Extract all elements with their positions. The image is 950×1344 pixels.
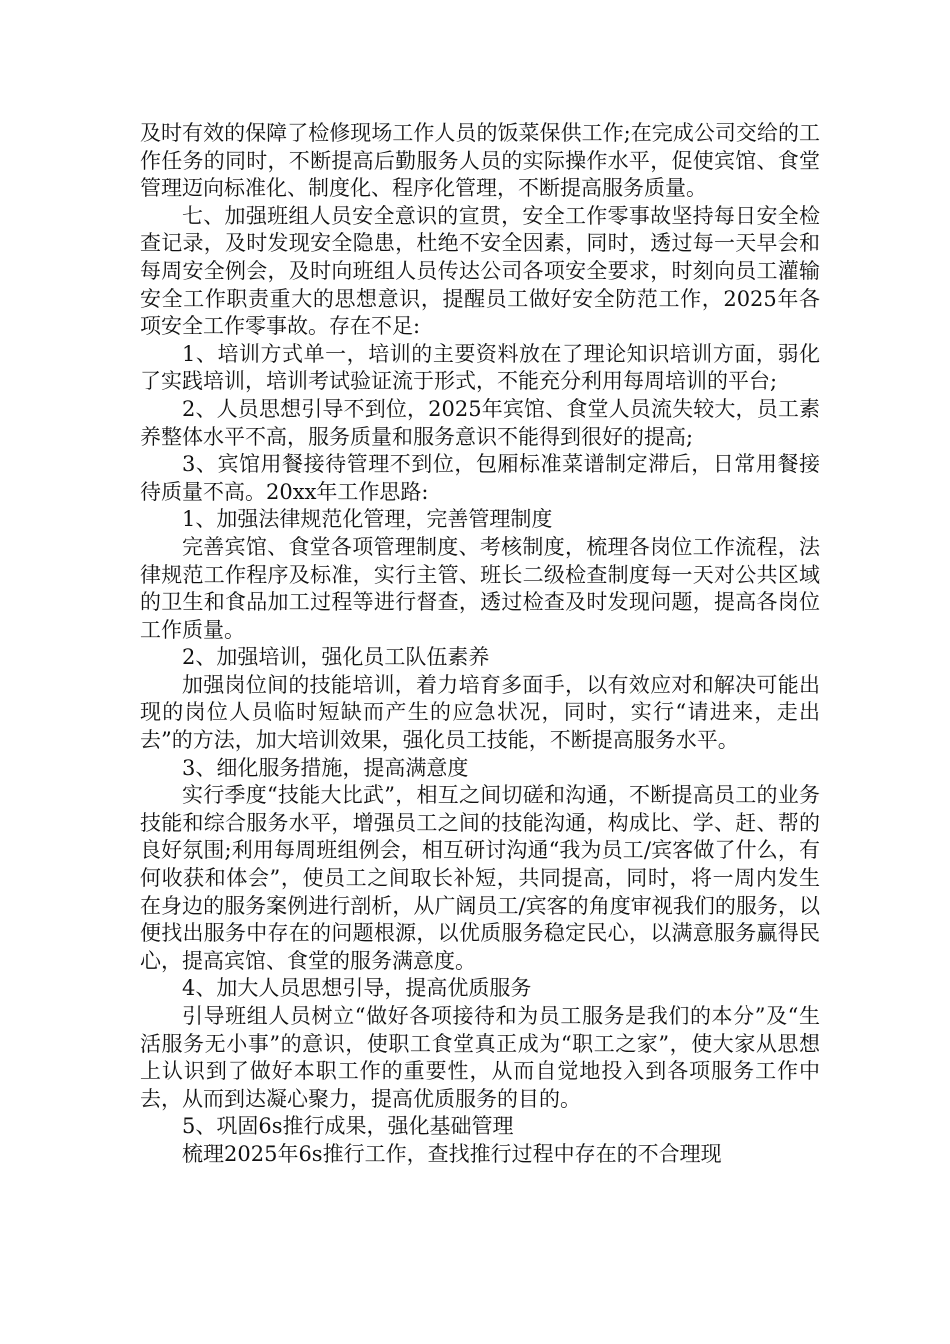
paragraph: 完善宾馆、食堂各项管理制度、考核制度，梳理各岗位工作流程，法律规范工作程序及标准，实行主管、班长二级检查制度每一天对公共区域的卫生和食品加工过程等进行督查，透过检查及时发现问题，提高各岗位工作质量。 xyxy=(140,534,820,642)
section-heading: 5、巩固6s推行成果，强化基础管理 xyxy=(182,1114,514,1139)
paragraph: 实行季度“技能大比武”，相互之间切磋和沟通，不断提高员工的业务技能和综合服务水平，增强员工之间的技能沟通，构成比、学、赶、帮的良好氛围;利用每周班组例会，相互研讨沟通“我为员工/宾客做了什么，有何收获和体会”，使员工之间取长补短，共同提高，同时，将一周内发生在身边的服务案例进行剖析，从广阔员工/宾客的角度审视我们的服务，以便找出服务中存在的问题根源，以优质服务稳定民心，以满意服务赢得民心，提高宾馆、食堂的服务满意度。 xyxy=(140,783,820,973)
section-heading: 3、细化服务措施，提高满意度 xyxy=(182,755,469,780)
paragraph: 2、人员思想引导不到位，2025年宾馆、食堂人员流失较大，员工素养整体水平不高，服务质量和服务意识不能得到很好的提高; xyxy=(140,396,820,449)
paragraph: 1、培训方式单一，培训的主要资料放在了理论知识培训方面，弱化了实践培训，培训考试验证流于形式，不能充分利用每周培训的平台; xyxy=(140,341,820,394)
paragraph: 加强岗位间的技能培训，着力培育多面手，以有效应对和解决可能出现的岗位人员临时短缺而产生的应急状况，同时，实行“请进来，走出去”的方法，加大培训效果，强化员工技能，不断提高服务水平。 xyxy=(140,672,820,753)
paragraph: 及时有效的保障了检修现场工作人员的饭菜保供工作;在完成公司交给的工作任务的同时，不断提高后勤服务人员的实际操作水平，促使宾馆、食堂管理迈向标准化、制度化、程序化管理，不断提高服务质量。 xyxy=(140,121,820,201)
document-body xyxy=(140,120,820,1169)
section-heading: 2、加强培训，强化员工队伍素养 xyxy=(182,645,490,670)
section-heading: 1、加强法律规范化管理，完善管理制度 xyxy=(182,507,553,532)
section-heading: 4、加大人员思想引导，提高优质服务 xyxy=(182,976,532,1001)
paragraph: 梳理2025年6s推行工作，查找推行过程中存在的不合理现 xyxy=(182,1141,722,1166)
paragraph: 3、宾馆用餐接待管理不到位，包厢标准菜谱制定滞后，日常用餐接待质量不高。20xx年工作思路: xyxy=(140,452,820,504)
paragraph: 七、加强班组人员安全意识的宣贯，安全工作零事故坚持每日安全检查记录，及时发现安全隐患，杜绝不安全因素，同时，透过每一天早会和每周安全例会，及时向班组人员传达公司各项安全要求，时刻向员工灌输安全工作职责重大的思想意识，提醒员工做好安全防范工作，2025年各项安全工作零事故。存在不足: xyxy=(140,203,820,339)
paragraph: 引导班组人员树立“做好各项接待和为员工服务是我们的本分”及“生活服务无小事”的意识，使职工食堂真正成为“职工之家”，使大家从思想上认识到了做好本职工作的重要性，从而自觉地投入到各项服务工作中去，从而到达凝心聚力，提高优质服务的目的。 xyxy=(140,1004,820,1111)
